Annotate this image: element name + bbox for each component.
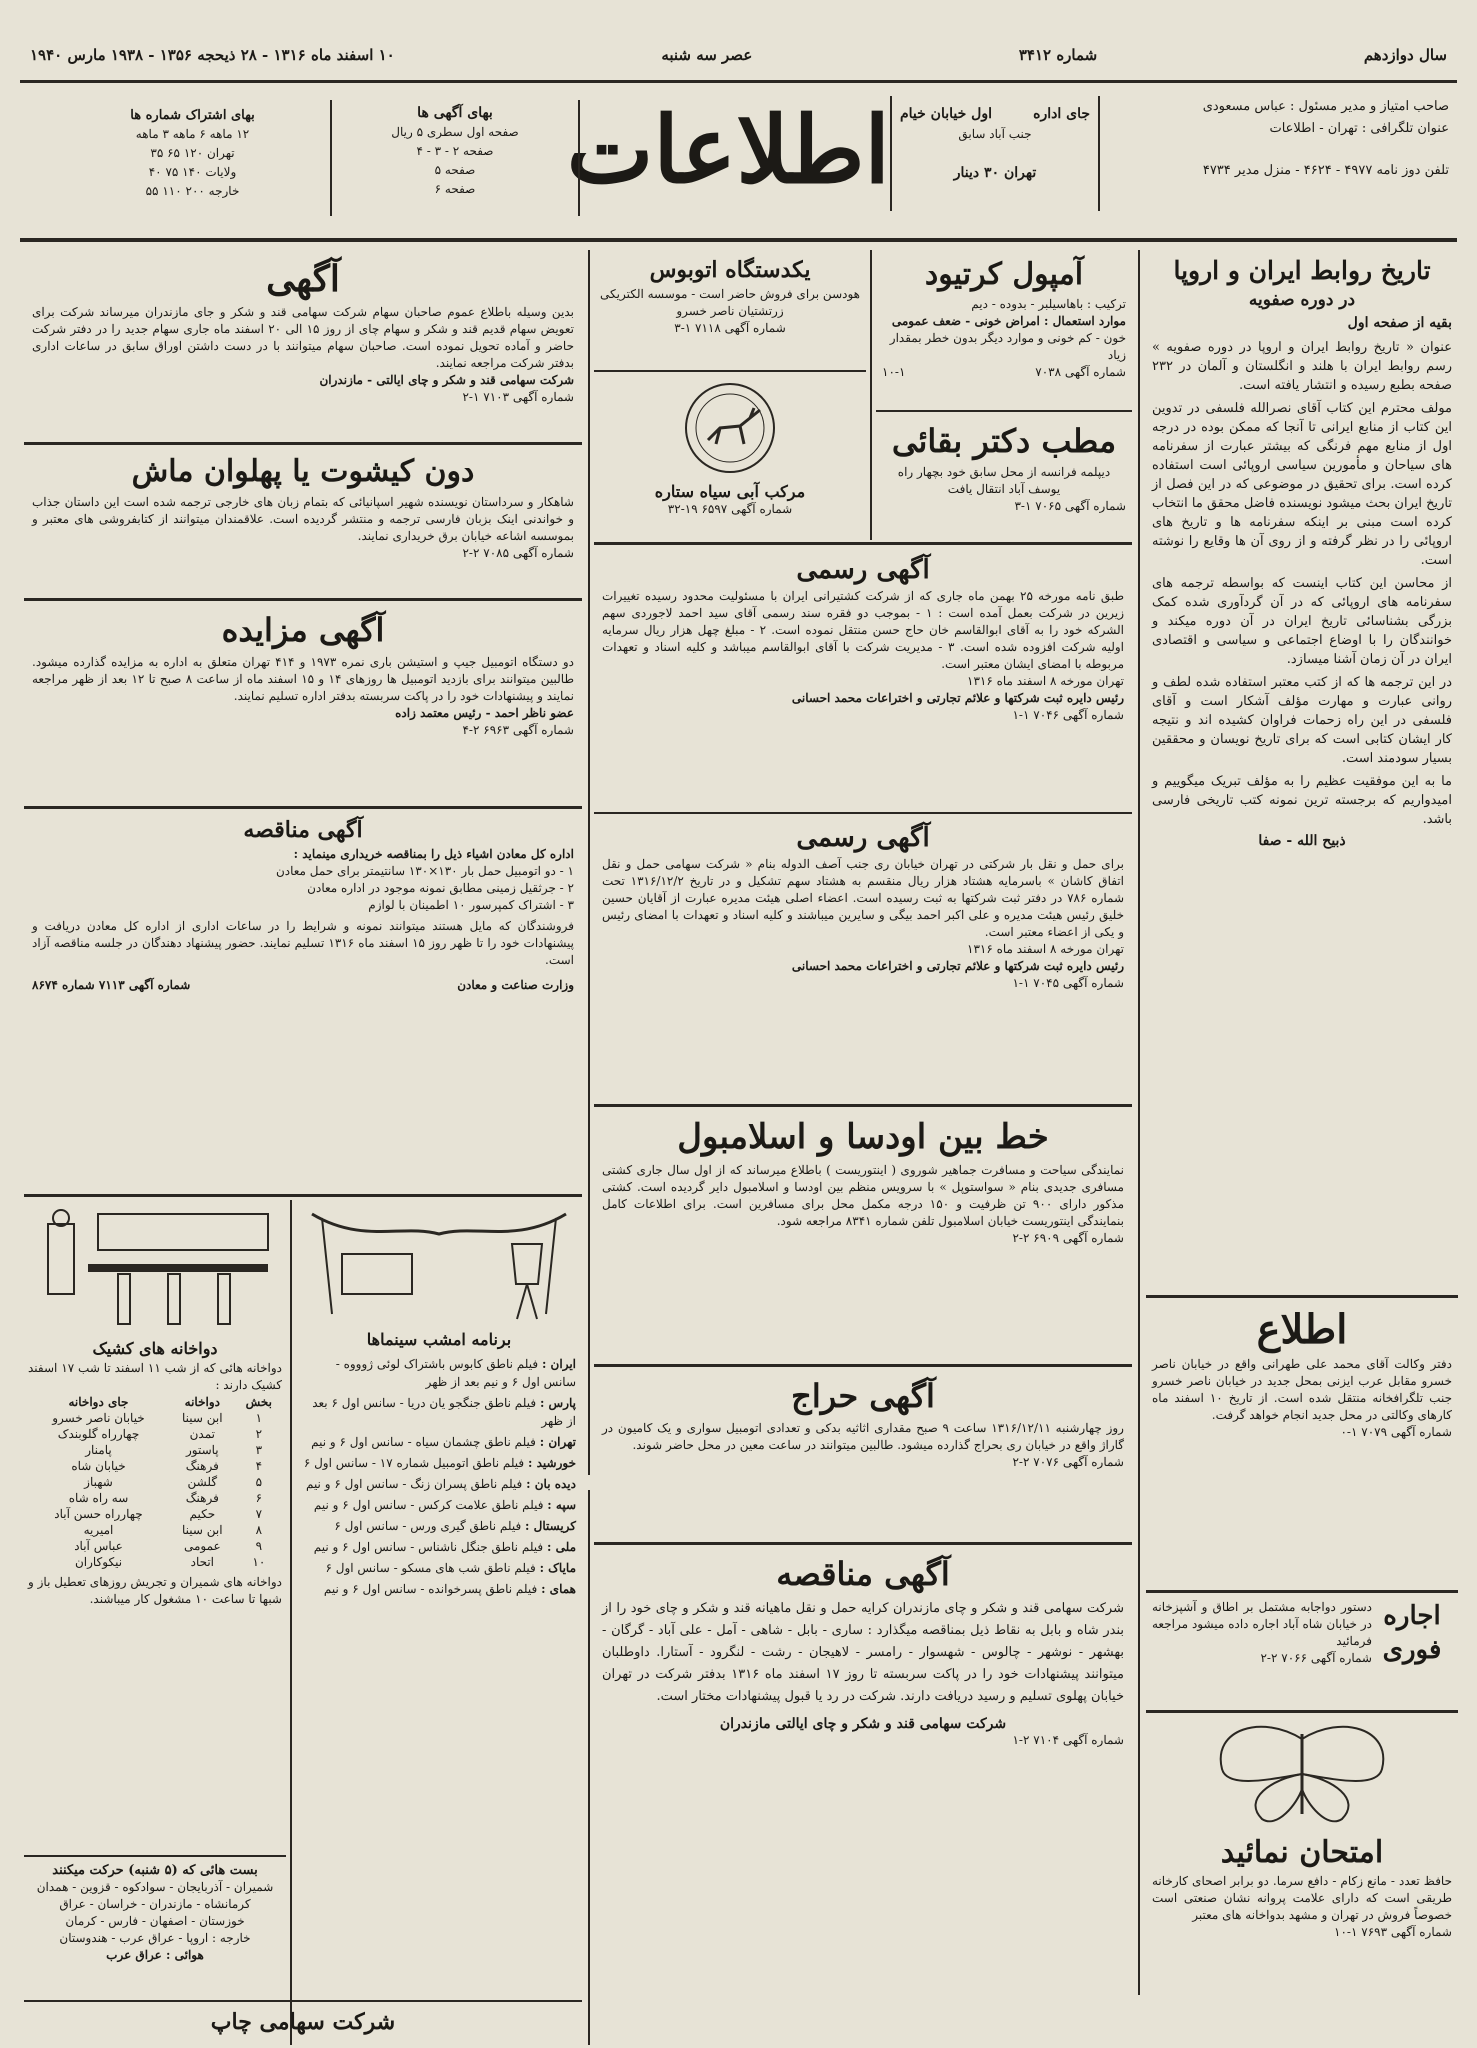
matab-number: شماره آگهی ۷۰۶۵ ۱-۳ [1014,499,1126,513]
cinema-listing [296,1200,582,2000]
history-paragraph: مولف محترم این کتاب آقای نصرالله فلسفی در تدوین این کتاب از منابع ایرانی تا آنجا که ممکن بوده در درجه اول از منابع مهم فرنگی که بیشتر عبارت از سفرنامه های سیاحان و مأمورین سیاسی اروپائی است استفاده کرده است. برای تحقیق در موضوعی که در این فصل از تاریخ ایران بحث میشود نویسنده فاضل محقق ما انتخاب کرده است مبنی بر اینکه سفرنامه ها و تاریخ های اروپائی را در نظر گرفته و از روی آن ها وقایع را نوشته است. [1152,401,1452,568]
issue-price: تهران ۳۰ دینار [953,165,1037,181]
subscription-row: تهران ۱۲۰ ۶۵ ۳۵ [150,146,235,160]
cell: نیکوکاران [74,1555,123,1569]
mozayede-ad [24,602,582,802]
monaqese2-body: شرکت سهامی قند و شکر و چای مازندران کرایه حمل و نقل ماهیانه قند و شکر و چای خود را از بندر شاه و بابل به نقاط ذیل بمناقصه میگذارد : ساری - بابل - شاهی - آمل - علی آباد - گرگان - بهشهر - نوشهر - چالوس - شهسوار - رامسر - لاهیجان - رشت - لنگرود - آستارا. داوطلبان میتوانند پیشنهادات خود را در پاکت سربسته تا روز ۱۷ اسفند ماه ۱۳۱۶ بدفتر شرکت در تهران خیابان پهلوی تسلیم و رسید دریافت دارند. شرکت در رد یا قبول پیشنهادات مختار است. [602,1601,1124,1704]
issue-day: عصر سه شنبه [661,46,753,64]
rasmi-title: آگهی رسمی [796,555,930,585]
ad-price-row: صفحه ۶ [434,182,476,196]
monaqese-ad-1 [24,810,582,1190]
cinema-name: همای : [541,1582,576,1596]
cell: سه راه شاه [68,1491,129,1505]
monaqese1-title: آگهی مناقصه [243,817,363,843]
monaqese1-item: ۱ - دو اتومبیل حمل بار ۱۳۰×۱۳۰ سانتیمتر برای حمل معادن [275,864,574,878]
heraj-number: شماره آگهی ۷۰۷۶ ۲-۲ [1012,1455,1124,1469]
cinema-item [302,1454,576,1472]
pharmacy-row [28,1426,282,1442]
rasmi-sign: رئیس دایره ثبت شرکتها و علائم تجارتی و اختراعات محمد احسانی [791,959,1124,973]
bus-row: خوزستان - اصفهان - فارس - کرمان [65,1914,245,1928]
rasmi-ad-2 [594,816,1132,1102]
cinema-film: فیلم ناطق علامت کرکس - سانس اول ۶ و نیم [313,1498,544,1512]
cinema-item [302,1580,576,1598]
cell: ۵ [255,1475,263,1489]
cinema-name: خورشید : [528,1456,576,1470]
office-block [890,96,1100,211]
cell: ۱۰ [252,1555,266,1569]
khat-number: شماره آگهی ۶۹۰۹ ۲-۲ [1012,1231,1124,1245]
pharmacy-row [28,1538,282,1554]
agahi-title: آگهی [266,258,340,300]
ampul-line: موارد استعمال : امراض خونی - ضعف عمومی [891,314,1126,328]
issue-date: ۱۰ اسفند ماه ۱۳۱۶ - ۲۸ ذیحجه ۱۳۵۶ - ۱۹۳۸ مارس ۱۹۴۰ [30,46,395,64]
otobus-line: زرتشتیان ناصر خسرو [676,304,784,318]
rasmi-sign: رئیس دایره ثبت شرکتها و علائم تجارتی و اختراعات محمد احسانی [791,691,1124,705]
pharmacy-col-header: جای دواخانه [68,1395,129,1409]
monaqese2-number: شماره آگهی ۷۱۰۴ ۲-۱ [1012,1733,1124,1747]
cinema-film: فیلم ناطق پسرخوانده - سانس اول ۶ و نیم [323,1582,538,1596]
emtehan-title: امتحان نمائید [1220,1835,1384,1870]
pharmacy-row [28,1458,282,1474]
pharmacy-table [28,1394,282,1570]
subscription-table [60,104,325,216]
owner-block [1130,88,1455,216]
pharmacy-row [28,1506,282,1522]
issue-number: شماره ۳۴۱۲ [1018,46,1098,64]
pharmacy-title: دواخانه های کشیک [92,1339,218,1358]
cell: چهارراه گلوبندک [57,1427,140,1441]
emtehan-ad [1146,1715,1458,1995]
pharmacy-col-header: بخش [245,1395,273,1409]
office-address-2: جنب آباد سابق [958,127,1032,141]
monaqese-ad-2 [594,1546,1132,1996]
pharmacy-listing [24,1200,286,1850]
emblem-text: مرکب آبی سیاه ستاره [654,482,806,501]
pharmacy-illustration-icon [28,1204,282,1334]
otobus-number: شماره آگهی ۷۱۱۸ ۱-۳ [674,321,786,335]
history-paragraph: از محاسن این کتاب اینست که بواسطه ترجمه های سفرنامه های اروپائی که در آن گردآوری شده کمک بزرگی بشناسائی تاریخ ایران در آن دوره میکند و خوانندگان را با اوضاع اجتماعی و سیاسی و اقتصادی ایران در آن زمان آشنا میسازد. [1152,576,1452,667]
monaqese1-intro: اداره کل معادن اشیاء ذیل را بمناقصه خریداری مینماید : [293,847,574,861]
history-paragraph: عنوان « تاریخ روابط ایران و اروپا در دوره صفویه » رسم روابط ایران با هلند و انگلستان و آلمان در ۲۳۲ صفحه بطبع رسیده و انتشار یافته است. [1152,340,1452,393]
ad-price-row: صفحه ۵ [434,163,476,177]
pharmacy-row [28,1410,282,1426]
cinema-name: سپه : [547,1498,576,1512]
cell: خیابان شاه [71,1459,126,1473]
monaqese1-sign: وزارت صناعت و معادن [457,978,574,992]
cell: حکیم [189,1507,216,1521]
rasmi-body: برای حمل و نقل بار شرکتی در تهران خیابان ری جنب آصف الدوله بنام « شرکت سهامی حمل و نقل اتفاق کاشان » باسرمایه هشتاد هزار ریال منقسم به هشتاد سهم تشکیل و در تاریخ ۱۳۱۶/۱۲/۲ تحت شماره ۷۸۶ در دفتر ثبت شرکتها به ثبت رسیده است. اعضاء اصلی هیئت مدیره عبارت از آقایان حسین خلیق رئیس هیئت مدیره و علی اکبر احمد بیگی و سایرین میباشند و کلیه اسناد و تعهدات با امضای رئیس و یکی از اعضاء معتبر است. [602,857,1125,939]
bus-row: خارجه : اروپا - عراق عرب - هندوستان [59,1931,251,1945]
subscription-title: بهای اشتراک شماره ها [130,108,255,123]
deer-emblem-icon [670,378,790,478]
pharmacy-row [28,1490,282,1506]
history-subtitle: در دوره صفویه [1248,290,1356,310]
heraj-title: آگهی حراج [791,1377,935,1415]
cell: ۷ [255,1507,263,1521]
bus-row: شمیران - آذربایجان - سوادکوه - قزوین - همدان [36,1880,274,1894]
cinema-name: ایران : [541,1357,576,1371]
ejare-number: شماره آگهی ۷۰۶۶ ۲-۲ [1260,1651,1372,1665]
rasmi-number: شماره آگهی ۷۰۴۵ ۱-۱ [1012,976,1124,990]
press-name: شرکت سهامی چاپ [210,2009,396,2035]
masthead [566,86,890,218]
cinema-name: تهران : [539,1435,576,1449]
cinema-item [302,1538,576,1556]
agahi-ad [24,250,582,440]
ettela-title: اطلاع [1256,1306,1348,1353]
ampul-number: شماره آگهی ۷۰۳۸ [1035,365,1126,379]
rasmi-title: آگهی رسمی [796,823,930,853]
history-article [1146,250,1458,1290]
khat-body: نمایندگی سیاحت و مسافرت جماهیر شوروی ( اینتوریست ) باطلاع میرساند که از اول سال جاری کشتی مسافری جدیدی بنام « سواستوپل » با سرویس منظم بین اودسا و اسلامبول دایر گردیده است. کشتی مذکور دارای ۹۰۰ تن ظرفیت و ۱۵۰ درجه مکمل محل برای مسافرین است. برای اطلاعات کامل بنمایندگی اینتوریست خیابان اسلامبول تلفن شماره ۸۳۴۱ مراجعه شود. [602,1163,1124,1228]
cell: ابن سینا [182,1523,223,1537]
monaqese1-number: شماره آگهی ۷۱۱۳ شماره ۸۶۷۴ [32,978,191,992]
otobus-line: هودسن برای فروش حاضر است - موسسه الکتریکی [599,287,860,301]
ettela-ad [1146,1300,1458,1485]
agahi-body: بدین وسیله باطلاع عموم صاحبان سهام شرکت سهامی قند و شکر و جای مازندران میرساند شرکت برای تعویض سهام قدیم قند و شکر و سهام چای از روز ۱۵ الی ۲۰ اسفند ماه جاری سهام جدید را در دفتر شرکت حاضر و آماده تحویل نموده است. صاحبان سهام میتوانند با در دست داشتن اوراق سابق در ساعات اداری بدفتر شرکت مراجعه نمایند. [32,305,575,370]
bus-row: کرمانشاه - مازندران - خراسان - عراق [59,1897,251,1911]
phones-line: تلفن دوز نامه ۴۹۷۷ - ۴۶۲۴ - منزل مدیر ۴۷۳۴ [1202,163,1449,178]
telegraph-line: عنوان تلگرافی : تهران - اطلاعات [1269,121,1449,136]
ad-price-table [330,100,580,216]
ampul-ad [876,250,1132,405]
cell: پامنار [85,1443,112,1457]
cell: تمدن [189,1427,215,1441]
header-bar [20,40,1457,76]
cell: ۴ [255,1459,263,1473]
cinema-film: فیلم ناطق کابوس باشتراک لوئی ژوووه - سانس اول ۶ و نیم بعد از ظهر [335,1357,576,1389]
pharmacy-row [28,1474,282,1490]
rasmi-date: تهران مورخه ۸ اسفند ماه ۱۳۱۶ [967,674,1124,688]
cell: خیابان ناصر خسرو [52,1411,145,1425]
bus-title: بست هائی که (۵ شنبه) حرکت میکنند [52,1863,258,1878]
volume-year: سال دوازدهم [1363,46,1447,64]
pharmacy-row [28,1442,282,1458]
cinema-film: فیلم ناطق شب های مسکو - سانس اول ۶ [325,1561,536,1575]
pharmacy-footer: دواخانه های شمیران و تجریش روزهای تعطیل باز و شبها تا ساعت ۱۰ مشغول کار میباشند. [28,1575,282,1606]
cell: ۱ [255,1411,263,1425]
office-address: اول خیابان خیام [900,106,992,122]
rasmi-number: شماره آگهی ۷۰۴۶ ۱-۱ [1012,708,1124,722]
theatre-illustration-icon [302,1204,576,1324]
donkishot-body: شاهکار و سرداستان نویسنده شهیر اسپانیائی که بتمام زبان های خارجی ترجمه شده است این داستان جذاب و خواندنی اینک بزبان فارسی ترجمه و منتشر گردیده است. علاقمندان میتوانند از کتابفروشی های معتبر و بموسسه اشاعه خیابان برق خریداری نمایند. [32,495,574,543]
mozayede-sign: عضو ناظر احمد - رئیس معتمد زاده [395,706,574,720]
cell: چهارراه حسن آباد [54,1507,143,1521]
cinema-film: فیلم ناطق گیری ورس - سانس اول ۶ [334,1519,522,1533]
cell: ۳ [255,1443,263,1457]
cinema-film: فیلم ناطق جنگل ناشناس - سانس اول ۶ و نیم [313,1540,544,1554]
history-title: تاریخ روابط ایران و اروپا [1173,256,1431,285]
ad-price-row: صفحه ۲ - ۳ - ۴ [416,144,494,158]
rasmi-body: طبق نامه مورخه ۲۵ بهمن ماه جاری که از شرکت کشتیرانی ایران با مسئولیت محدود رسیده تغییرات زیرین در شرکت بعمل آمده است : ۱ - بموجب دو فقره سند رسمی آقای سید احمد لاجوردی سهم الشرکه خود را به آقای ابوالقاسم خان حاج حسن منتقل نموده است. ۲ - مبلغ چهل هزار ریال سرمایه اولیه شرکت افزوده شده است. ۳ - مدیریت شرکت با آقای ابوالقاسم میباشد و کلیه اسناد و تعهدات مربوطه با امضای ایشان معتبر است. [602,589,1125,671]
cinema-item [302,1517,576,1535]
cell: گلشن [187,1475,218,1489]
donkishot-ad [24,446,582,596]
cinema-item [302,1394,576,1430]
khat-ad [594,1108,1132,1362]
cinema-name: دیده بان : [526,1477,576,1491]
cell: پاستور [185,1443,219,1457]
cinema-item [302,1355,576,1391]
cinema-item [302,1559,576,1577]
ejare-body: دستور دواجابه مشتمل بر اطاق و آشپزخانه در خیابان شاه آباد اجاره داده میشود مراجعه فرمائید [1152,1600,1372,1648]
cinema-film: فیلم ناطق چشمان سیاه - سانس اول ۶ و نیم [311,1435,536,1449]
otobus-ad [594,250,866,365]
subscription-row: خارجه ۲۰۰ ۱۱۰ ۵۵ [145,184,240,198]
cinema-film: فیلم ناطق جنگجو یان دریا - سانس اول ۶ بعد از ظهر [312,1396,576,1428]
cell: ۲ [255,1427,263,1441]
donkishot-title: دون کیشوت یا پهلوان ماش [131,454,475,489]
cinema-film: فیلم ناطق اتومبیل شماره ۱۷ - سانس اول ۶ [303,1456,525,1470]
cell: ۶ [255,1491,263,1505]
ampul-title: آمپول کرتیود [924,257,1084,292]
mozayede-number: شماره آگهی ۶۹۶۳ ۲-۴ [462,723,574,737]
cell: ۸ [255,1523,263,1537]
cell: اتحاد [190,1555,215,1569]
office-label: جای اداره [1033,106,1090,122]
ejare-ad [1146,1595,1458,1705]
agahi-sign: شرکت سهامی قند و شکر و چای ایالتی - مازندران [319,373,574,387]
ettela-body: دفتر وکالت آقای محمد علی طهرانی واقع در خیابان ناصر خسرو مقابل عرب ایزنی بمحل جدید در خیابان ناصر خسرو جنب تلگرافخانه منتقل شده است. از تاریخ ۱۰ اسفند ماه کارهای وکالتی در محل جدید انجام خواهد گرفت. [1152,1357,1452,1422]
emblem-number: شماره آگهی ۶۵۹۷ ۱۹-۳۲ [667,502,793,516]
matab-body: دیپلمه فرانسه از محل سابق خود بچهار راه یوسف آباد انتقال یافت [897,465,1111,496]
ampul-line: ترکیب : باهاسیلبر - بدوده - دیم [971,297,1126,311]
cinema-item [302,1433,576,1451]
cinema-title: برنامه امشب سینماها [366,1330,512,1349]
ejare-title: اجاره فوری [1382,1601,1442,1665]
cinema-item [302,1496,576,1514]
cell: عباس آباد [74,1539,123,1553]
heraj-ad [594,1368,1132,1540]
subscription-row: ۱۲ ماهه ۶ ماهه ۳ ماهه [135,127,250,141]
cell: ابن سینا [182,1411,223,1425]
cell: شهباز [84,1475,113,1489]
cinema-name: مایاک : [539,1561,576,1575]
ampul-line: خون - کم خونی و موارد دیگر بدون خطر بمقدار زیاد [889,331,1126,362]
rasmi-ad-1 [594,548,1132,810]
history-paragraph: ما به این موفقیت عظیم را به مؤلف تبریک میگوییم و امیدواریم که برجسته ترین نمونه کتب تاریخی فارسی باشد. [1152,774,1452,827]
ampul-count: ۱۰-۱ [882,365,906,379]
cell: امیریه [83,1523,114,1537]
cinema-film: فیلم ناطق پسران زنگ - سانس اول ۶ و نیم [305,1477,523,1491]
monaqese2-title: آگهی مناقصه [776,1555,950,1593]
ad-price-title: بهای آگهی ها [417,105,493,121]
rasmi-date: تهران مورخه ۸ اسفند ماه ۱۳۱۶ [967,942,1124,956]
history-continued: بقیه از صفحه اول [1347,315,1452,331]
cinema-name: پارس : [539,1396,576,1410]
emtehan-body: حافظ تعدد - مانع زکام - دافع سرما. دو برابر اصحای کارخانه طریقی است که دارای علامت پروانه نشان صنعتی است خصوصاً فروش در تهران و مشهد بدواخانه های معتبر [1152,1874,1452,1922]
mozayede-body: دو دستگاه اتومبیل جیپ و استیشن باری نمره ۱۹۷۳ و ۴۱۴ تهران متعلق به اداره به مزایده گذارده میشود. طالبین میتوانند برای بازدید اتومبیل ها روزهای ۱۴ و ۱۵ اسفند ماه از ساعت ۸ صبح تا ۱۲ بعد از ظهر مراجعه نمایند و پیشنهادات خود را در پاکت سربسته بدفتر اداره تسلیم نمایند. [32,655,574,703]
butterfly-icon [1152,1719,1452,1829]
matab-ad [876,414,1132,539]
owner-line: صاحب امتیاز و مدیر مسئول : عباس مسعودی [1202,99,1449,114]
matab-title: مطب دکتر بقائی [891,422,1117,460]
pharmacy-row [28,1554,282,1570]
monaqese2-sign: شرکت سهامی قند و شکر و چای ایالتی مازندران [719,1716,1007,1732]
history-paragraph: در این ترجمه ها که از کتب معتبر استفاده شده لطف و روانی عبارت و مهارت مؤلف آشکار است و آقای فلسفی در این راه زحمات فراوان کشیده اند و نتیجه کار ایشان کتابی است که برای تاریخ نویسان و محققین بسیار سودمند است. [1152,675,1452,766]
cell: فرهنگ [185,1459,219,1473]
monaqese1-item: ۲ - جرثقیل زمینی مطابق نمونه موجود در اداره معادن [307,881,574,895]
donkishot-number: شماره آگهی ۷۰۸۵ ۲-۲ [462,546,574,560]
khat-title: خط بین اودسا و اسلامبول [677,1117,1049,1157]
subscription-row: ولایات ۱۴۰ ۷۵ ۴۰ [148,165,237,179]
agahi-number: شماره آگهی ۷۱۰۳ ۱-۲ [462,390,574,404]
heraj-body: روز چهارشنبه ۱۳۱۶/۱۲/۱۱ ساعت ۹ صبح مقداری اثاثیه بدکی و تعدادی اتومبیل سواری و یک کامیون در گاراژ واقع در خیابان ری بحراج گذارده میشود. طالبین میتوانند در ساعت معین در محل حاضر شوند. [602,1421,1124,1452]
emblem-ad [594,374,866,540]
pharmacy-row [28,1522,282,1538]
cinema-name: ملی : [546,1540,576,1554]
emtehan-number: شماره آگهی ۷۶۹۳ ۱-۱۰ [1334,1925,1452,1939]
cinema-name: کریستال : [525,1519,576,1533]
cinema-item [302,1475,576,1493]
cell: عمومی [183,1539,221,1553]
bus-schedule [24,1858,286,1998]
masthead-title: اطلاعات [566,96,890,204]
bus-air: هوائی : عراق عرب [106,1948,204,1962]
monaqese1-body: فروشندگان که مایل هستند میتوانند نمونه و شرایط را در ساعات اداری از اداره کل معادن دریافت و پیشنهادات خود را تا ظهر روز ۱۵ اسفند ماه ۱۳۱۶ تسلیم نمایند. حضور پیشنهاد دهندگان در جلسه مناقصه آزاد است. [32,919,574,967]
ettela-number: شماره آگهی ۷۰۷۹ ۱-۰ [1340,1425,1452,1439]
mozayede-title: آگهی مزایده [221,611,385,649]
cell: فرهنگ [185,1491,219,1505]
pharmacy-col-header: دواخانه [184,1395,220,1409]
cell: ۹ [255,1539,263,1553]
monaqese1-item: ۳ - اشتراک کمپرسور ۱۰ اطمینان با لوازم [368,898,574,912]
history-signature: ذبیح الله - صفا [1258,833,1346,849]
ad-price-first: صفحه اول سطری ۵ ریال [391,125,519,139]
pharmacy-intro: دواخانه هائی که از شب ۱۱ اسفند تا شب ۱۷ اسفند کشیک دارند : [28,1361,282,1392]
press-footer [24,2004,582,2044]
otobus-title: یکدستگاه اتوبوس [649,257,811,283]
